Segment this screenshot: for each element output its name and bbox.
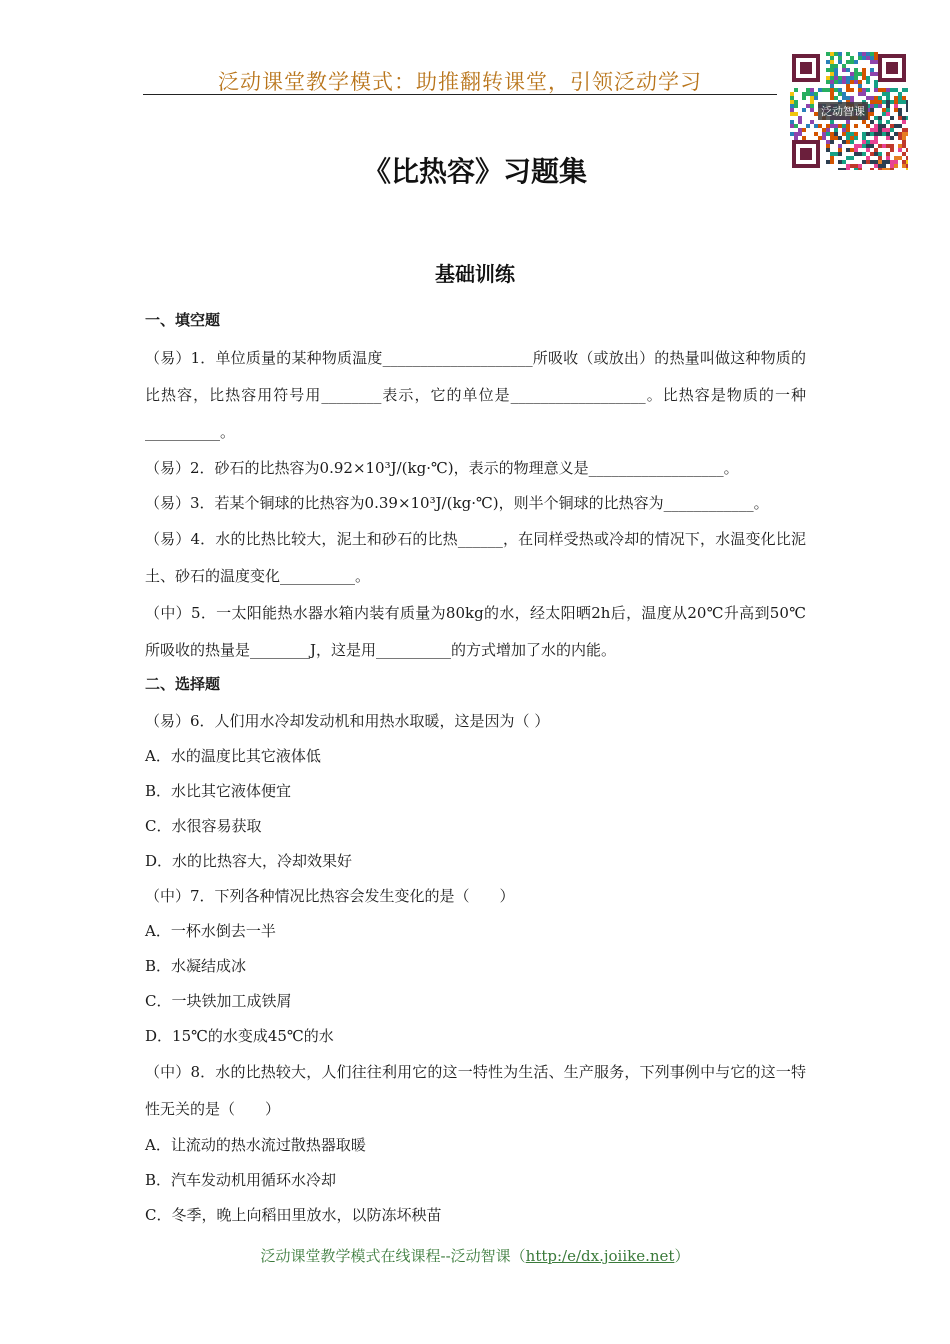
part1-heading: 一、填空题: [145, 311, 221, 329]
question-6-option-d: D．水的比热容大，冷却效果好: [145, 852, 353, 870]
document-title: 《比热容》习题集: [362, 155, 587, 188]
question-8-option-a: A．让流动的热水流过散热器取暖: [145, 1136, 366, 1154]
qr-finder-top-left: [792, 54, 820, 82]
footer: [0, 1245, 950, 1266]
question-7-option-d: D．15℃的水变成45℃的水: [145, 1027, 334, 1045]
question-8-option-c: C．冬季，晚上向稻田里放水，以防冻坏秧苗: [145, 1206, 442, 1224]
part2-heading: 二、选择题: [145, 675, 221, 693]
question-6-option-c: C．水很容易获取: [145, 817, 262, 835]
question-3: （易）3．若某个铜球的比热容为0.39×10³J/(kg·℃)，则半个铜球的比热容为____________。: [145, 494, 769, 512]
header-divider: [143, 94, 777, 95]
question-6-stem: （易）6．人们用水冷却发动机和用热水取暖，这是因为（ ）: [145, 712, 550, 730]
qr-logo-label: 泛动智课: [818, 102, 868, 120]
question-7-option-a: A．一杯水倒去一半: [145, 922, 276, 940]
document-body: [145, 305, 806, 1233]
footer-close: ）: [674, 1247, 690, 1265]
question-7-option-b: B．水凝结成冰: [145, 957, 247, 975]
question-7-option-c: C．一块铁加工成铁屑: [145, 992, 292, 1010]
section-title: 基础训练: [435, 262, 515, 286]
question-8-option-b: B．汽车发动机用循环水冷却: [145, 1171, 337, 1189]
header-slogan: 泛动课堂教学模式：助推翻转课堂，引领泛动学习: [218, 70, 702, 94]
question-7-stem: （中）7．下列各种情况比热容会发生变化的是（ ）: [145, 887, 515, 905]
question-6-option-b: B．水比其它液体便宜: [145, 782, 292, 800]
question-6-option-a: A．水的温度比其它液体低: [145, 747, 321, 765]
question-4: （易）4．水的比热比较大，泥土和砂石的比热______，在同样受热或冷却的情况下，水温变化比泥土、砂石的温度变化__________。: [145, 530, 806, 585]
question-8-stem: （中）8．水的比热较大，人们往往利用它的这一特性为生活、生产服务，下列事例中与它的这一特性无关的是（ ）: [145, 1063, 806, 1118]
question-5: （中）5．一太阳能热水器水箱内装有质量为80kg的水，经太阳晒2h后，温度从20℃升高到50℃所吸收的热量是________J，这是用__________的方式增加了水的内能。: [145, 604, 806, 659]
qr-finder-top-right: [878, 54, 906, 82]
question-1: （易）1．单位质量的某种物质温度____________________所吸收（或放出）的热量叫做这种物质的比热容，比热容用符号用________表示，它的单位是__________________。比热容是物质的一种__________。: [145, 349, 806, 441]
question-2: （易）2．砂石的比热容为0.92×10³J/(kg·℃)，表示的物理意义是__________________。: [145, 459, 739, 477]
footer-link[interactable]: http:/e/dx.joiike.net: [525, 1247, 675, 1265]
footer-text: 泛动课堂教学模式在线课程--泛动智课（: [260, 1247, 526, 1265]
